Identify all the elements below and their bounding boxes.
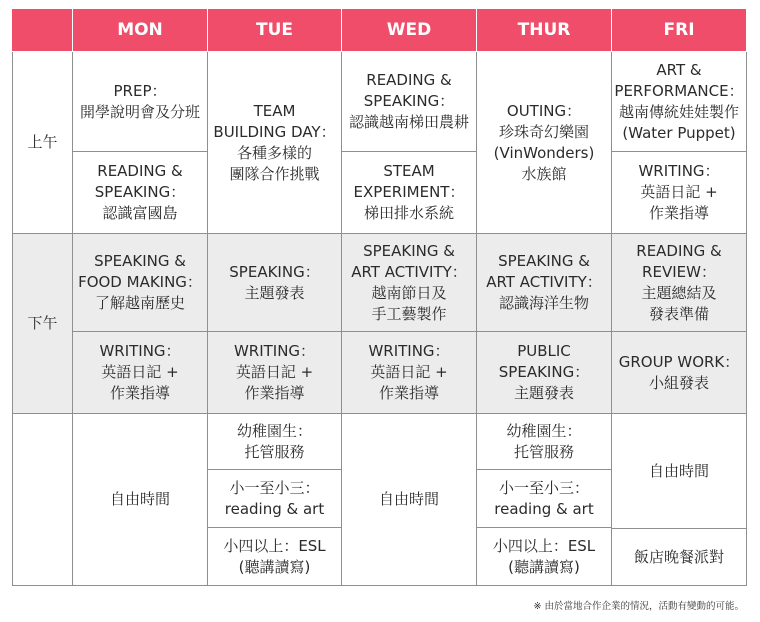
cell-am-tue: TEAM BUILDING DAY： 各種多樣的 團隊合作挑戰	[208, 52, 342, 234]
cell-pm-tue-2: WRITING： 英語日記 + 作業指導	[208, 332, 342, 414]
cell-pm-wed-1: SPEAKING & ART ACTIVITY： 越南節日及 手工藝製作	[342, 234, 477, 332]
morning-section	[13, 52, 747, 234]
cell-eve-thur-2: 小一至小三： reading & art	[477, 470, 612, 528]
cell-eve-wed: 自由時間	[342, 414, 477, 586]
header-row	[13, 9, 747, 52]
cell-am-thur: OUTING： 珍珠奇幻樂園 (VinWonders) 水族館	[477, 52, 612, 234]
cell-pm-tue-1: SPEAKING： 主題發表	[208, 234, 342, 332]
cell-am-wed-2: STEAM EXPERIMENT： 梯田排水系統	[342, 152, 477, 234]
header-mon: MON	[73, 9, 208, 52]
cell-pm-mon-1: SPEAKING & FOOD MAKING： 了解越南歷史	[73, 234, 208, 332]
cell-am-mon-2: READING & SPEAKING： 認識富國島	[73, 152, 208, 234]
period-label-pm: 下午	[13, 234, 73, 414]
header-tue: TUE	[208, 9, 342, 52]
cell-eve-mon: 自由時間	[73, 414, 208, 586]
cell-am-fri-1: ART & PERFORMANCE： 越南傳統娃娃製作 (Water Puppet)	[612, 52, 747, 152]
period-label-am: 上午	[13, 52, 73, 234]
cell-pm-thur-2: PUBLIC SPEAKING： 主題發表	[477, 332, 612, 414]
schedule-table	[12, 8, 747, 586]
cell-pm-fri-2: GROUP WORK： 小組發表	[612, 332, 747, 414]
cell-eve-tue-1: 幼稚園生： 托管服務	[208, 414, 342, 470]
table-row	[13, 332, 747, 414]
period-label-evening	[13, 414, 73, 586]
table-row	[13, 152, 747, 234]
evening-section	[13, 414, 747, 586]
cell-am-fri-2: WRITING： 英語日記 + 作業指導	[612, 152, 747, 234]
cell-am-wed-1: READING & SPEAKING： 認識越南梯田農耕	[342, 52, 477, 152]
table-row	[13, 414, 747, 470]
cell-pm-thur-1: SPEAKING & ART ACTIVITY： 認識海洋生物	[477, 234, 612, 332]
cell-eve-thur-1: 幼稚園生： 托管服務	[477, 414, 612, 470]
afternoon-section	[13, 234, 747, 414]
cell-eve-fri-2: 飯店晚餐派對	[612, 529, 747, 586]
header-wed: WED	[342, 9, 477, 52]
cell-eve-fri-1: 自由時間	[612, 414, 747, 529]
cell-pm-mon-2: WRITING： 英語日記 + 作業指導	[73, 332, 208, 414]
header-corner	[13, 9, 73, 52]
header-fri: FRI	[612, 9, 747, 52]
cell-pm-wed-2: WRITING： 英語日記 + 作業指導	[342, 332, 477, 414]
cell-pm-fri-1: READING & REVIEW： 主題總結及 發表準備	[612, 234, 747, 332]
cell-eve-thur-3: 小四以上：ESL (聽講讀寫)	[477, 528, 612, 586]
cell-am-mon-1: PREP： 開學說明會及分班	[73, 52, 208, 152]
cell-eve-tue-3: 小四以上：ESL (聽講讀寫)	[208, 528, 342, 586]
table-row	[13, 234, 747, 332]
table-row	[13, 52, 747, 152]
header-thur: THUR	[477, 9, 612, 52]
footnote: ※ 由於當地合作企業的情況，活動有變動的可能。	[533, 601, 744, 612]
cell-eve-tue-2: 小一至小三： reading & art	[208, 470, 342, 528]
